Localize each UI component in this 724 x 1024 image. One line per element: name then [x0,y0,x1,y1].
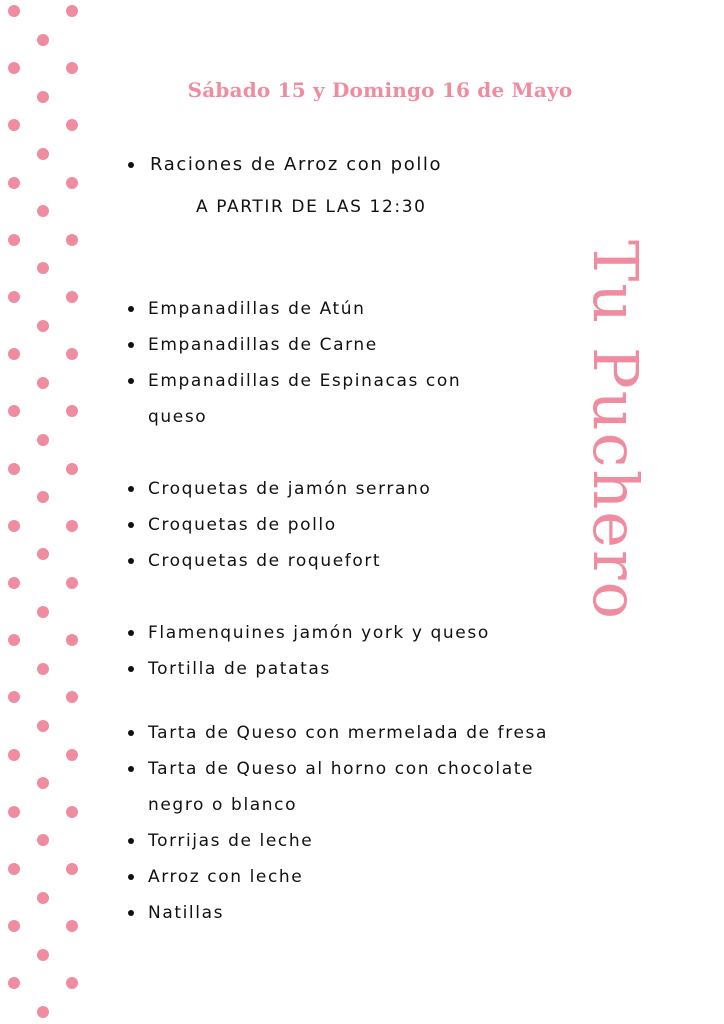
polka-dot [66,177,78,189]
polka-dot [66,749,78,761]
polka-dot [37,320,49,332]
polka-dot-border [0,0,90,1024]
polka-dot [37,205,49,217]
polka-dot [37,1006,49,1018]
polka-dot [37,491,49,503]
polka-dot [66,977,78,989]
polka-dot [37,548,49,560]
bullet-icon [128,558,134,564]
polka-dot [37,892,49,904]
bullet-icon [128,630,134,636]
polka-dot [66,520,78,532]
bullet-icon [128,486,134,492]
polka-dot [8,5,20,17]
polka-dot [37,34,49,46]
rice-time-note: A PARTIR DE LAS 12:30 [196,197,427,217]
list-item-continuation: negro o blanco [148,795,298,815]
polka-dot [37,834,49,846]
polka-dot [66,863,78,875]
polka-dot [37,777,49,789]
polka-dot [8,634,20,646]
event-date: Sábado 15 y Domingo 16 de Mayo [187,78,573,102]
polka-dot [66,234,78,246]
polka-dot [8,977,20,989]
bullet-icon [128,378,134,384]
polka-dot [66,463,78,475]
brand-title [579,240,652,800]
bullet-icon [128,342,134,348]
polka-dot [66,119,78,131]
polka-dot [8,863,20,875]
polka-dot [66,806,78,818]
polka-dot [66,348,78,360]
polka-dot [37,949,49,961]
bullet-icon [128,910,134,916]
polka-dot [66,291,78,303]
list-item-continuation: queso [148,407,208,427]
polka-dot [37,606,49,618]
bullet-icon [128,838,134,844]
polka-dot [8,806,20,818]
polka-dot [8,62,20,74]
bullet-icon [128,306,134,312]
polka-dot [8,348,20,360]
polka-dot [8,291,20,303]
polka-dot [66,634,78,646]
polka-dot [66,920,78,932]
polka-dot [8,520,20,532]
polka-dot [37,148,49,160]
bullet-icon [128,730,134,736]
polka-dot [8,749,20,761]
polka-dot [8,119,20,131]
polka-dot [66,62,78,74]
polka-dot [37,434,49,446]
brand-text: Tu Puchero [579,240,652,621]
polka-dot [37,262,49,274]
polka-dot [37,663,49,675]
polka-dot [37,377,49,389]
polka-dot [8,691,20,703]
bullet-icon [128,874,134,880]
polka-dot [8,463,20,475]
bullet-icon [128,522,134,528]
bullet-icon [128,766,134,772]
bullet-icon [128,162,134,168]
polka-dot [8,177,20,189]
polka-dot [8,405,20,417]
polka-dot [37,91,49,103]
polka-dot [66,405,78,417]
polka-dot [8,234,20,246]
bullet-icon [128,666,134,672]
polka-dot [8,577,20,589]
polka-dot [66,691,78,703]
polka-dot [66,5,78,17]
polka-dot [37,720,49,732]
polka-dot [66,577,78,589]
polka-dot [8,920,20,932]
